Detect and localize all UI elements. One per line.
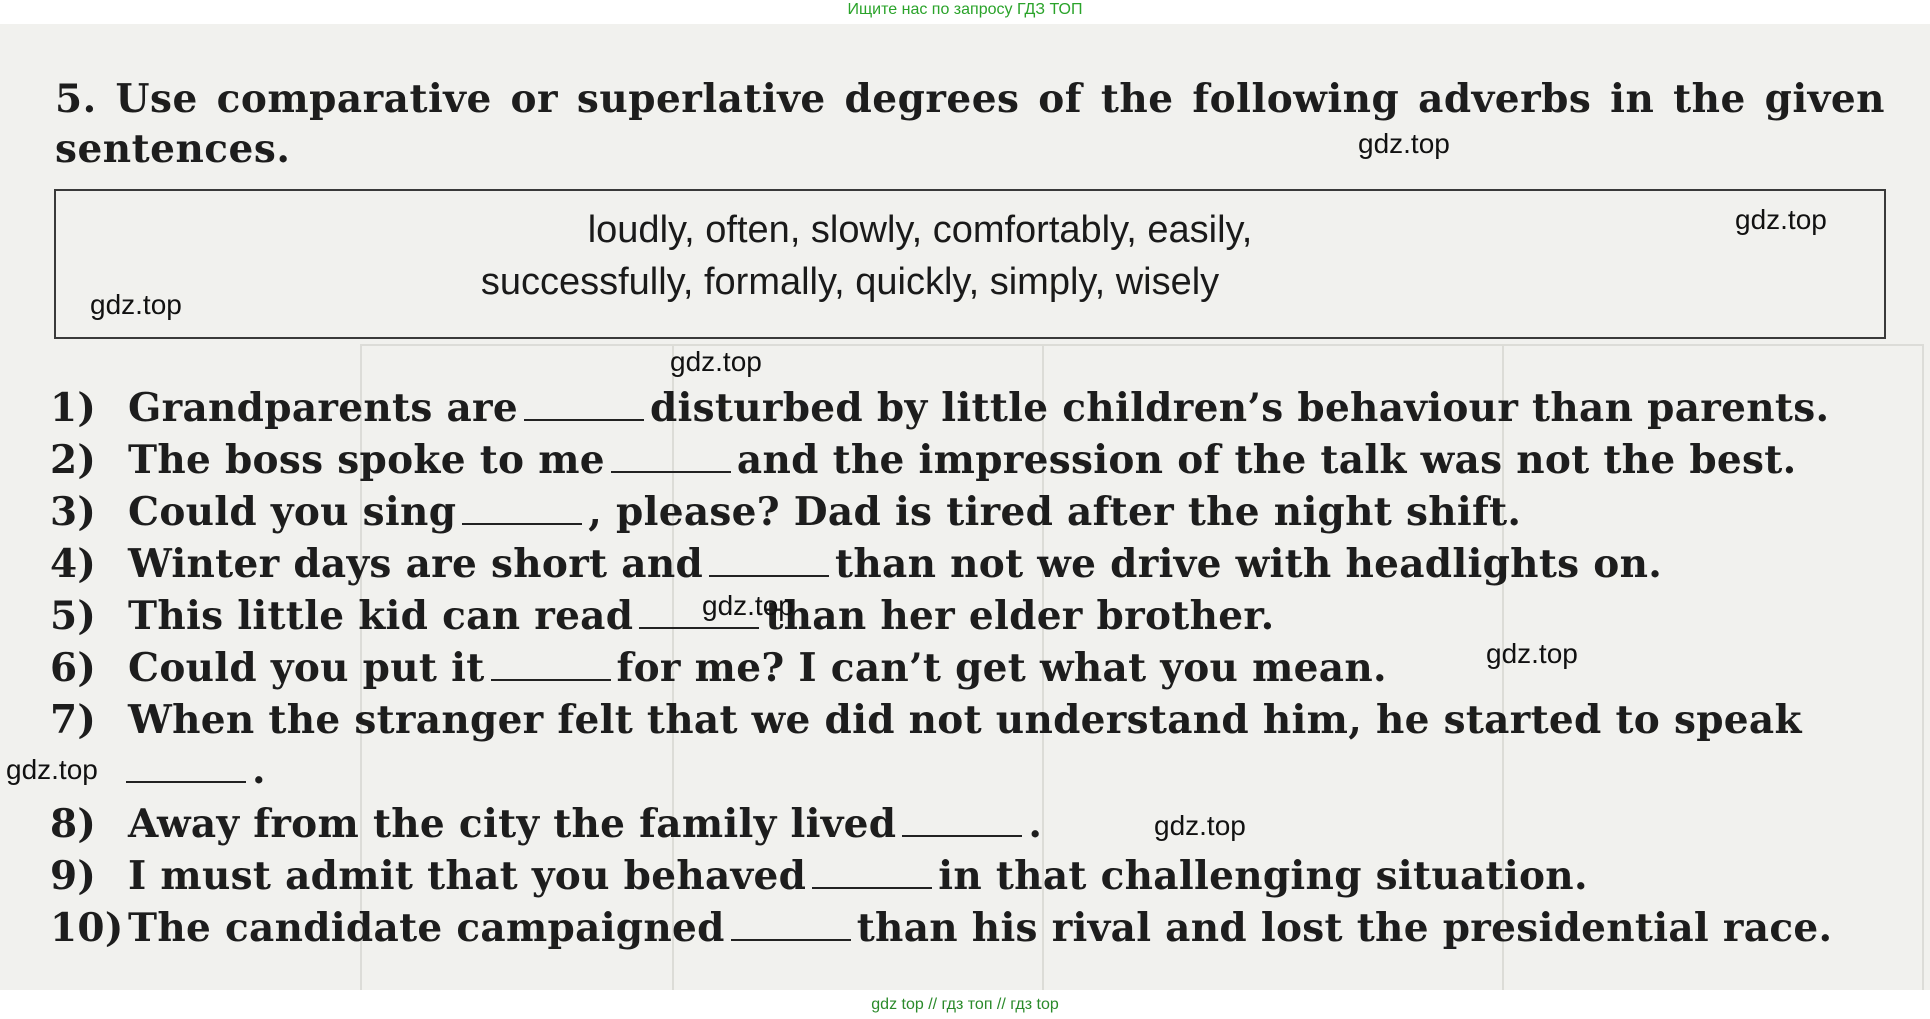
sentence-10 xyxy=(50,904,1890,952)
sentence-text-before: This little kid can read xyxy=(128,593,634,639)
watermark: gdz.top xyxy=(90,289,182,320)
watermark: gdz.top xyxy=(1358,128,1450,159)
sentence-number: 4) xyxy=(50,541,97,587)
sentence-7-continued xyxy=(50,746,1890,794)
sentence-number: 1) xyxy=(50,385,97,431)
sentence-2 xyxy=(50,436,1890,484)
sentence-text-before: Could you put it xyxy=(128,645,485,691)
word-box-line-1: loudly, often, slowly, comfortably, easily, xyxy=(587,209,1253,251)
sentence-number: 10) xyxy=(50,905,124,951)
watermark: gdz.top xyxy=(670,346,762,377)
exercise-title: 5. Use comparative or superlative degrees of the following adverbs in the given sentences. xyxy=(55,76,1885,172)
sentence-1 xyxy=(50,384,1890,432)
sentence-3 xyxy=(50,488,1890,536)
answer-blank[interactable] xyxy=(709,547,829,577)
sentence-number: 9) xyxy=(50,853,97,899)
sentence-6 xyxy=(50,644,1890,692)
sentence-text-after: than her elder brother. xyxy=(765,593,1275,639)
sentence-text-after: and the impression of the talk was not the best. xyxy=(736,437,1797,483)
answer-blank[interactable] xyxy=(491,651,611,681)
sentence-8 xyxy=(50,800,1890,848)
sentence-text-after: . xyxy=(1028,801,1043,847)
sentence-text-before: Winter days are short and xyxy=(128,541,704,587)
sentence-text-before: I must admit that you behaved xyxy=(128,853,807,899)
sentence-text-after: than not we drive with headlights on. xyxy=(835,541,1663,587)
answer-blank[interactable] xyxy=(611,443,731,473)
watermark: gdz.top xyxy=(1735,204,1827,235)
sentence-5 xyxy=(50,592,1890,640)
sentence-number: 6) xyxy=(50,645,97,691)
watermark: gdz.top xyxy=(702,590,794,621)
watermark: gdz.top xyxy=(1154,810,1246,841)
answer-blank[interactable] xyxy=(731,911,851,941)
word-box-line-2: successfully, formally, quickly, simply, wisely xyxy=(480,261,1220,303)
sentence-text-after: . xyxy=(252,747,266,793)
sentence-number: 8) xyxy=(50,801,97,847)
textbook-scan xyxy=(0,24,1930,990)
sentence-text-after: disturbed by little children’s behaviour than parents. xyxy=(649,385,1830,431)
sentence-number: 2) xyxy=(50,437,97,483)
sentence-number: 5) xyxy=(50,593,97,639)
sentence-text-before: Away from the city the family lived xyxy=(128,801,897,847)
answer-blank[interactable] xyxy=(812,859,932,889)
answer-blank[interactable] xyxy=(462,495,582,525)
sentence-4 xyxy=(50,540,1890,588)
sentence-text-before: Grandparents are xyxy=(128,385,518,431)
top-banner[interactable]: Ищите нас по запросу ГДЗ ТОП xyxy=(847,1,1083,18)
word-box xyxy=(54,189,1886,339)
sentence-text-after: in that challenging situation. xyxy=(938,853,1588,899)
sentence-text-before: When the stranger felt that we did not understand him, he started to speak xyxy=(128,697,1802,743)
sentence-text-after: , please? Dad is tired after the night shift. xyxy=(588,489,1522,535)
sentence-7 xyxy=(50,696,1890,744)
sentence-number: 3) xyxy=(50,489,97,535)
footer-links[interactable]: gdz top // гдз топ // гдз top xyxy=(871,996,1059,1013)
sentence-text-after: than his rival and lost the presidential race. xyxy=(856,905,1833,951)
answer-blank[interactable] xyxy=(524,391,644,421)
sentence-text-before: Could you sing xyxy=(128,489,457,535)
sentence-text-before: The candidate campaigned xyxy=(128,905,725,951)
answer-blank[interactable] xyxy=(902,807,1022,837)
answer-blank[interactable] xyxy=(126,753,246,783)
sentence-9 xyxy=(50,852,1890,900)
watermark: gdz.top xyxy=(6,754,98,785)
watermark: gdz.top xyxy=(1486,638,1578,669)
sentence-number: 7) xyxy=(50,697,97,743)
sentence-text-after: for me? I can’t get what you mean. xyxy=(616,645,1387,691)
sentence-text-before: The boss spoke to me xyxy=(128,437,605,483)
